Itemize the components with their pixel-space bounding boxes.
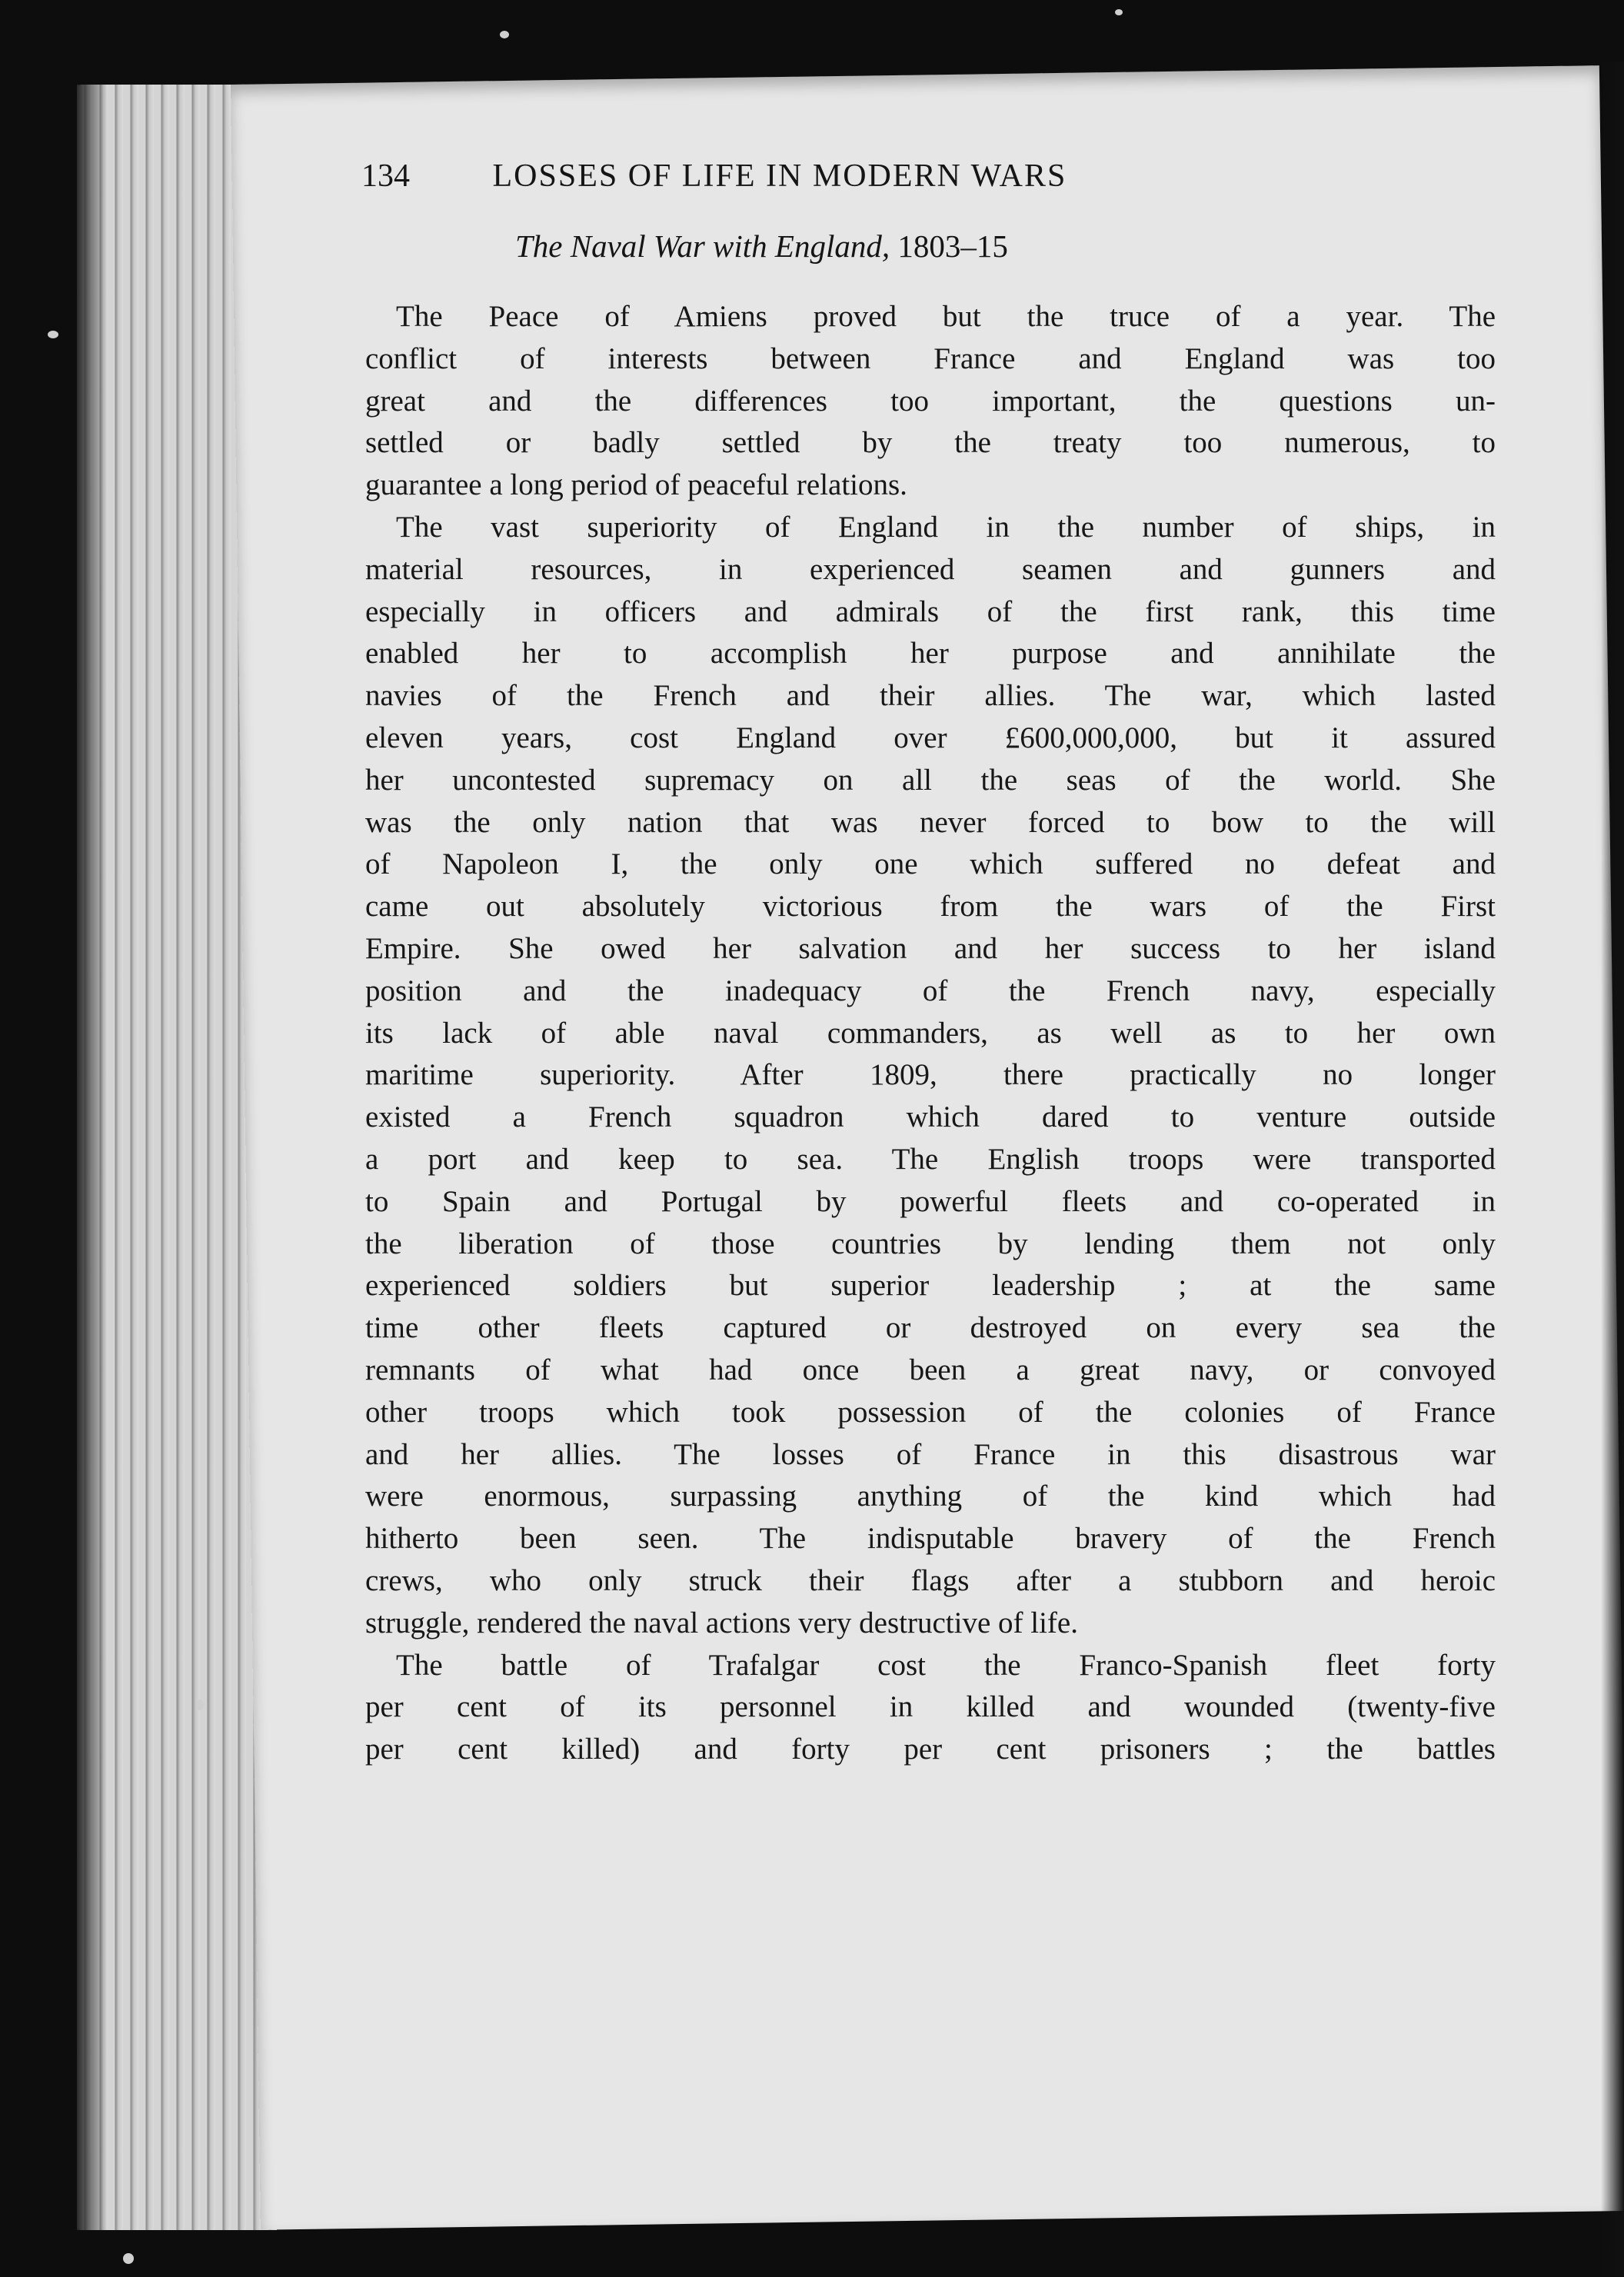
text-line: maritime superiority. After 1809, there practically no longer	[365, 1058, 1496, 1092]
text-line: the liberation of those countries by lending them not only	[365, 1227, 1496, 1260]
text-line: Empire. She owed her salvation and her success to her island	[365, 931, 1496, 965]
text-line: remnants of what had once been a great navy, or convoyed	[365, 1353, 1496, 1387]
text-line: position and the inadequacy of the French navy, especially	[365, 974, 1496, 1007]
text-line: per cent killed) and forty per cent prisoners ; the battles	[365, 1733, 1496, 1766]
text-line: hitherto been seen. The indisputable bravery of the French	[365, 1522, 1496, 1556]
text-line: came out absolutely victorious from the wars of the First	[365, 890, 1496, 924]
text-line: experienced soldiers but superior leadership ; at the same	[365, 1269, 1496, 1303]
dust-speck	[196, 1699, 204, 1710]
page-edge-shadow	[77, 85, 108, 2230]
dust-speck	[123, 2253, 134, 2264]
text-line: struggle, rendered the naval actions very destructive of life.	[365, 1606, 1078, 1640]
section-title-italic: The Naval War with England,	[515, 228, 890, 264]
text-line: per cent of its personnel in killed and wounded (twenty-five	[365, 1690, 1496, 1724]
text-line: crews, who only struck their flags after a stubborn and heroic	[365, 1563, 1496, 1597]
text-line: other troops which took possession of the colonies of France	[365, 1395, 1496, 1429]
text-line: of Napoleon I, the only one which suffered no defeat and	[365, 847, 1496, 881]
text-line: guarantee a long period of peaceful relations.	[365, 468, 907, 502]
section-title-dates: 1803–15	[897, 228, 1008, 264]
text-line: were enormous, surpassing anything of the kind which had	[365, 1480, 1496, 1513]
paragraph-2	[365, 507, 1496, 1645]
page-header	[361, 158, 1376, 195]
text-line: was the only nation that was never forced to bow to the will	[365, 805, 1496, 839]
text-line: The vast superiority of England in the number of ships, in	[396, 510, 1496, 544]
text-line: especially in officers and admirals of the first rank, this time	[365, 594, 1496, 628]
text-line: settled or badly settled by the treaty too numerous, to	[365, 426, 1496, 460]
text-line: The battle of Trafalgar cost the Franco-Spanish fleet forty	[396, 1648, 1496, 1682]
text-line: conflict of interests between France and England was too	[365, 341, 1496, 375]
text-line: her uncontested supremacy on all the seas of the world. She	[365, 763, 1496, 797]
text-line: and her allies. The losses of France in this disastrous war	[365, 1437, 1496, 1471]
binding-shadow	[1601, 62, 1624, 2276]
text-line: time other fleets captured or destroyed on every sea the	[365, 1311, 1496, 1345]
paragraph-1	[365, 296, 1496, 507]
text-line: existed a French squadron which dared to venture outside	[365, 1100, 1496, 1134]
dust-speck	[48, 331, 58, 338]
text-line: material resources, in experienced seamen and gunners and	[365, 552, 1496, 586]
text-line: The Peace of Amiens proved but the truce of a year. The	[396, 300, 1496, 333]
running-head: LOSSES OF LIFE IN MODERN WARS	[492, 158, 1067, 194]
text-line: enabled her to accomplish her purpose and annihilate the	[365, 637, 1496, 671]
text-line: a port and keep to sea. The English troops were transported	[365, 1142, 1496, 1176]
text-line: great and the differences too important, the questions un-	[365, 384, 1496, 418]
text-line: to Spain and Portugal by powerful fleets and co-operated in	[365, 1184, 1496, 1218]
body-text	[365, 296, 1496, 1771]
text-line: navies of the French and their allies. The war, which lasted	[365, 679, 1496, 713]
paragraph-3	[365, 1645, 1496, 1771]
dust-speck	[1115, 9, 1123, 15]
text-line: its lack of able naval commanders, as well as to her own	[365, 1016, 1496, 1050]
page-number: 134	[361, 158, 410, 194]
text-line: eleven years, cost England over £600,000,000, but it assured	[365, 721, 1496, 754]
section-title	[515, 228, 1008, 265]
dust-speck	[500, 31, 509, 38]
